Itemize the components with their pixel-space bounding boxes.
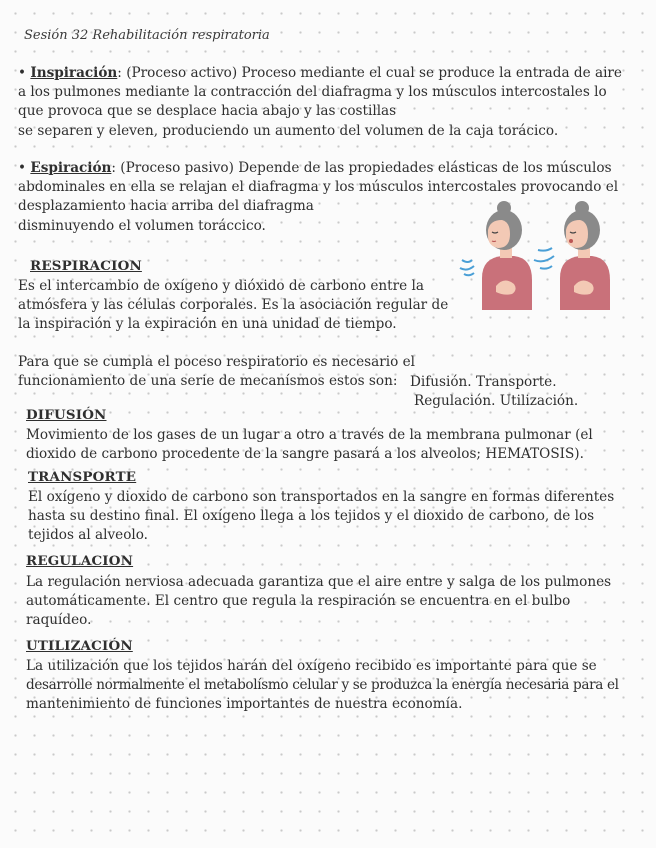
espiracion-line: disminuyendo el volumen toráccico. xyxy=(18,217,266,234)
transporte-heading: TRANSPORTE xyxy=(28,469,137,485)
woman-exhaling-icon xyxy=(534,201,610,310)
utilizacion-line: mantenimiento de funciones importantes de nuestra economía. xyxy=(26,696,463,713)
transporte-line: tejidos al alveolo. xyxy=(28,527,149,544)
inspiracion-line: : (Proceso activo) Proceso mediante el cual se produce la entrada de aire xyxy=(117,65,622,81)
regulacion-paragraph xyxy=(26,573,611,631)
inspiracion-line: se separen y eleven, produciendo un aumento del volumen de la caja torácico. xyxy=(18,122,559,139)
inspiracion-paragraph xyxy=(18,64,622,141)
difusion-paragraph xyxy=(26,426,593,464)
utilizacion-line: desarrolle normalmente el metabolísmo celular y se produzca la energía necesaria para el xyxy=(26,677,619,694)
transporte-line: hasta su destino final. El oxígeno llega a los tejidos y el dioxido de carbono, de los xyxy=(28,508,595,525)
inspiracion-term: Inspiración xyxy=(30,65,118,81)
bullet-icon: • xyxy=(18,65,27,81)
page-title: Sesión 32 Rehabilitación respiratoria xyxy=(24,28,270,43)
proceso-paragraph xyxy=(18,353,415,391)
espiracion-line: abdominales en ella se relajan el diafragma y los músculos intercostales provocando el xyxy=(18,179,619,196)
inspiracion-line: a los pulmones mediante la contracción del diafragma y los músculos intercostales lo xyxy=(18,84,607,101)
utilizacion-line: La utilización que los tejidos harán del oxígeno recibido es importante para que se xyxy=(26,658,597,674)
espiracion-term: Espiración xyxy=(30,160,112,176)
espiracion-line: desplazamiento hacia arriba del diafragma xyxy=(18,198,314,215)
mechanism-list-1: Difusión. Transporte. xyxy=(410,374,557,390)
respiracion-line: Es el intercambio de oxígeno y dióxido de carbono entre la xyxy=(18,278,424,294)
utilizacion-paragraph xyxy=(26,657,619,715)
proceso-line: Para que se cumpla el poceso respiratorio es necesario el xyxy=(18,354,415,370)
respiracion-line: atmósfera y las células corporales. Es la asociación regular de xyxy=(18,297,449,314)
breathing-woman-illustration xyxy=(452,198,624,310)
mechanism-list-2: Regulación. Utilización. xyxy=(414,393,579,409)
utilizacion-heading: UTILIZACIÓN xyxy=(26,638,133,654)
proceso-line: funcionamiento de una serie de mecanísmos estos son: xyxy=(18,373,398,390)
regulacion-line: automáticamente. El centro que regula la respiración se encuentra en el bulbo xyxy=(26,593,571,610)
regulacion-line: raquídeo. xyxy=(26,612,92,629)
regulacion-line: La regulación nerviosa adecuada garantiza que el aire entre y salga de los pulmones xyxy=(26,574,612,590)
respiracion-paragraph xyxy=(18,277,448,335)
difusion-heading: DIFUSIÓN xyxy=(26,407,107,423)
transporte-line: El oxígeno y dioxido de carbono son transportados en la sangre en formas diferentes xyxy=(28,489,615,505)
inspiracion-line: que provoca que se desplace hacia abajo y las costillas xyxy=(18,103,397,120)
difusion-line: Movimiento de los gases de un lugar a otro a través de la membrana pulmonar (el xyxy=(26,427,593,443)
regulacion-heading: REGULACION xyxy=(26,553,134,569)
espiracion-line: : (Proceso pasivo) Depende de las propiedades elásticas de los músculos xyxy=(111,160,612,176)
bullet-icon: • xyxy=(18,160,27,176)
respiracion-heading: RESPIRACION xyxy=(30,258,142,274)
difusion-line: dioxido de carbono procedente de la sangre pasará a los alveolos; HEMATOSIS). xyxy=(26,446,584,463)
woman-inhaling-icon xyxy=(460,201,532,310)
respiracion-line: la inspiración y la expiración en una unidad de tiempo. xyxy=(18,316,397,333)
transporte-paragraph xyxy=(28,488,614,546)
